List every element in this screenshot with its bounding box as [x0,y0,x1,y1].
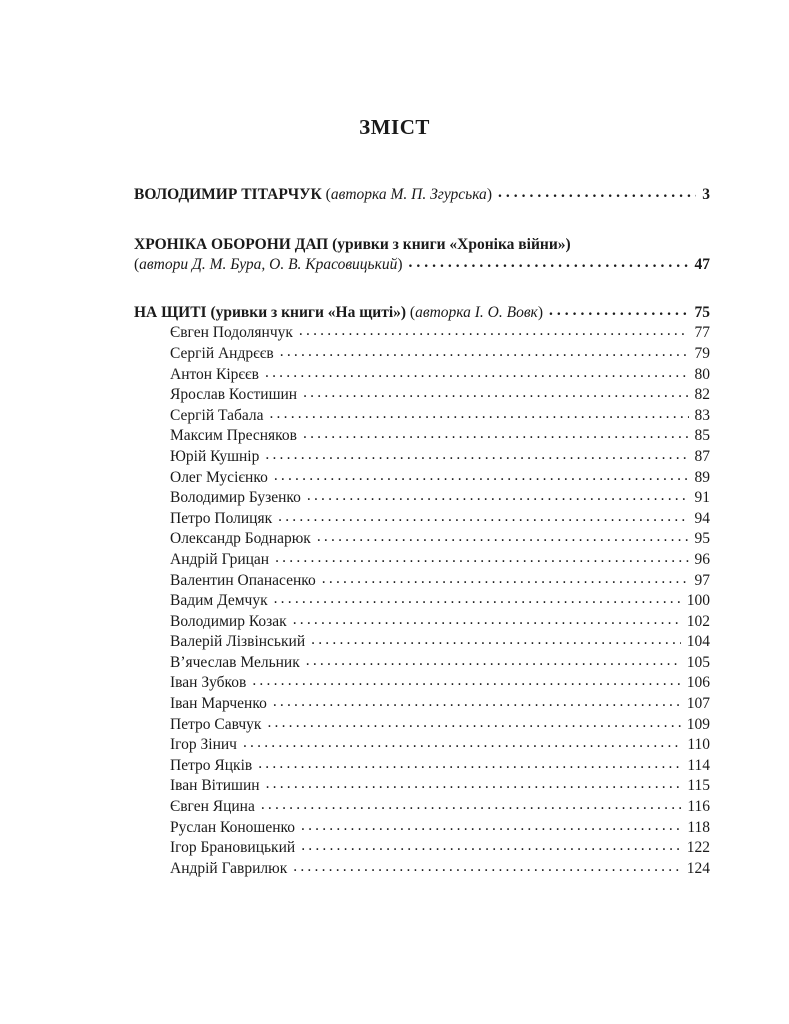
toc-section-2-title[interactable] [134,236,710,257]
leader-dots [274,590,681,608]
leader-dots [275,549,688,567]
leader-dots [549,302,689,320]
toc-entry-name: Володимир Козак [170,612,287,630]
page-number: 80 [694,365,710,383]
leader-dots [269,405,688,423]
page-number: 100 [686,592,710,610]
page-number: 118 [687,818,710,836]
toc-entry-name: Максим Пресняков [170,427,297,445]
toc-entry[interactable] [134,654,710,675]
page-number: 124 [686,859,710,877]
toc-entry-name: Сергій Андрєєв [170,344,274,362]
toc-section-3[interactable] [134,304,710,325]
toc-entry[interactable] [134,613,710,634]
toc-entry[interactable] [134,695,710,716]
toc-entry-name: Петро Яцків [170,756,253,774]
page-number: 77 [694,324,710,342]
page-number: 89 [694,468,710,486]
leader-dots [307,487,689,505]
toc-entry-name: Євген Яцина [170,798,255,816]
toc-entry-name: Петро Полицяк [170,509,273,527]
toc-entry[interactable] [134,674,710,695]
toc-section-author: (автори Д. М. Бура, О. В. Красовицький) [134,256,403,274]
toc-entry-name: Андрій Гаврилюк [170,859,288,877]
leader-dots [498,184,696,202]
toc-entry-name: Ігор Брановицький [170,839,296,857]
leader-dots [267,714,680,732]
toc-entry-name: Руслан Коношенко [170,818,295,836]
leader-dots [280,343,689,361]
toc-entry[interactable] [134,572,710,593]
toc-entry[interactable] [134,551,710,572]
page-number: 106 [686,674,710,692]
toc-entry[interactable] [134,716,710,737]
toc-entry-name: Юрій Кушнір [170,447,260,465]
leader-dots [322,570,689,588]
leader-dots [258,755,681,773]
leader-dots [409,254,689,272]
toc-entry[interactable] [134,510,710,531]
leader-dots [301,837,681,855]
toc-entry[interactable] [134,489,710,510]
leader-dots [293,611,681,629]
leader-dots [265,364,689,382]
page-number: 97 [694,571,710,589]
page-number: 122 [686,839,710,857]
toc-entry[interactable] [134,757,710,778]
leader-dots [266,775,682,793]
page-number: 96 [694,550,710,568]
toc-entry-name: Іван Зубков [170,674,247,692]
toc-entry-name: Олег Мусієнко [170,468,268,486]
page-number: 116 [687,798,710,816]
toc-entry-name: Сергій Табала [170,406,264,424]
leader-dots [293,858,680,876]
page-number: 3 [702,186,710,203]
toc-entry-name: Ярослав Костишин [170,386,298,404]
leader-dots [306,652,681,670]
toc-entry[interactable] [134,366,710,387]
toc-section-label: ВОЛОДИМИР ТІТАРЧУК (авторка М. П. Згурська) [134,186,492,203]
leader-dots [273,693,681,711]
page-number: 105 [686,653,710,671]
page-number: 95 [694,530,710,548]
toc-entry[interactable] [134,839,710,860]
toc-entry-name: Антон Кірєєв [170,365,259,383]
page-number: 87 [694,447,710,465]
page-number: 114 [687,756,710,774]
leader-dots [261,796,681,814]
toc-entry-name: Іван Марченко [170,695,267,713]
toc-entry[interactable] [134,324,710,345]
page-number: 115 [687,777,710,795]
leader-dots [299,322,689,340]
toc-entry[interactable] [134,345,710,366]
toc-entry[interactable] [134,819,710,840]
toc-entry[interactable] [134,736,710,757]
leader-dots [265,446,688,464]
toc-entry[interactable] [134,407,710,428]
page-number: 85 [694,427,710,445]
page-number: 110 [687,736,710,754]
toc-entry[interactable] [134,592,710,613]
leader-dots [303,425,689,443]
toc-entry[interactable] [134,386,710,407]
toc-entry[interactable] [134,427,710,448]
toc-entry-name: Валерій Лізвінський [170,633,306,651]
leader-dots [303,384,688,402]
leader-dots [311,631,681,649]
toc-entry[interactable] [134,633,710,654]
leader-dots [274,467,689,485]
leader-dots [317,528,689,546]
page-number: 91 [694,489,710,507]
page-number: 82 [694,386,710,404]
table-of-contents [134,186,710,880]
page-number: 94 [694,509,710,527]
page-number: 104 [686,633,710,651]
page-number: 107 [686,695,710,713]
toc-entry-name: Олександр Боднарюк [170,530,311,548]
toc-section-2-author[interactable] [134,256,710,277]
toc-entry[interactable] [134,448,710,469]
toc-entry-name: Валентин Опанасенко [170,571,316,589]
leader-dots [243,734,681,752]
toc-entry-name: Андрій Грицан [170,550,270,568]
toc-entry-name: Євген Подолянчук [170,324,293,342]
page-title: ЗМІСТ [359,115,430,139]
toc-entry-name: Вадим Демчук [170,592,268,610]
toc-entry-name: Іван Вітишин [170,777,260,795]
toc-entry[interactable] [134,469,710,490]
page-number: 83 [694,406,710,424]
leader-dots [301,817,681,835]
toc-section-label: НА ЩИТІ (уривки з книги «На щиті») (авторка І. О. Вовк) [134,303,543,321]
page-number: 79 [694,344,710,362]
page-number: 47 [694,256,710,274]
toc-entry-name: Петро Савчук [170,715,262,733]
leader-dots [252,672,680,690]
toc-entry-name: В’ячеслав Мельник [170,653,300,671]
toc-entry-name: Володимир Бузенко [170,489,301,507]
toc-entry[interactable] [134,798,710,819]
page-number: 102 [686,612,710,630]
page-number: 109 [686,715,710,733]
toc-entries [134,324,710,880]
toc-section-label: ХРОНІКА ОБОРОНИ ДАП (уривки з книги «Хроніка війни») [134,235,571,253]
toc-entry[interactable] [134,530,710,551]
toc-entry[interactable] [134,777,710,798]
toc-entry-name: Ігор Зінич [170,736,237,754]
page-number: 75 [694,303,710,321]
toc-entry[interactable] [134,860,710,881]
toc-section-1[interactable] [134,186,710,207]
leader-dots [278,508,688,526]
